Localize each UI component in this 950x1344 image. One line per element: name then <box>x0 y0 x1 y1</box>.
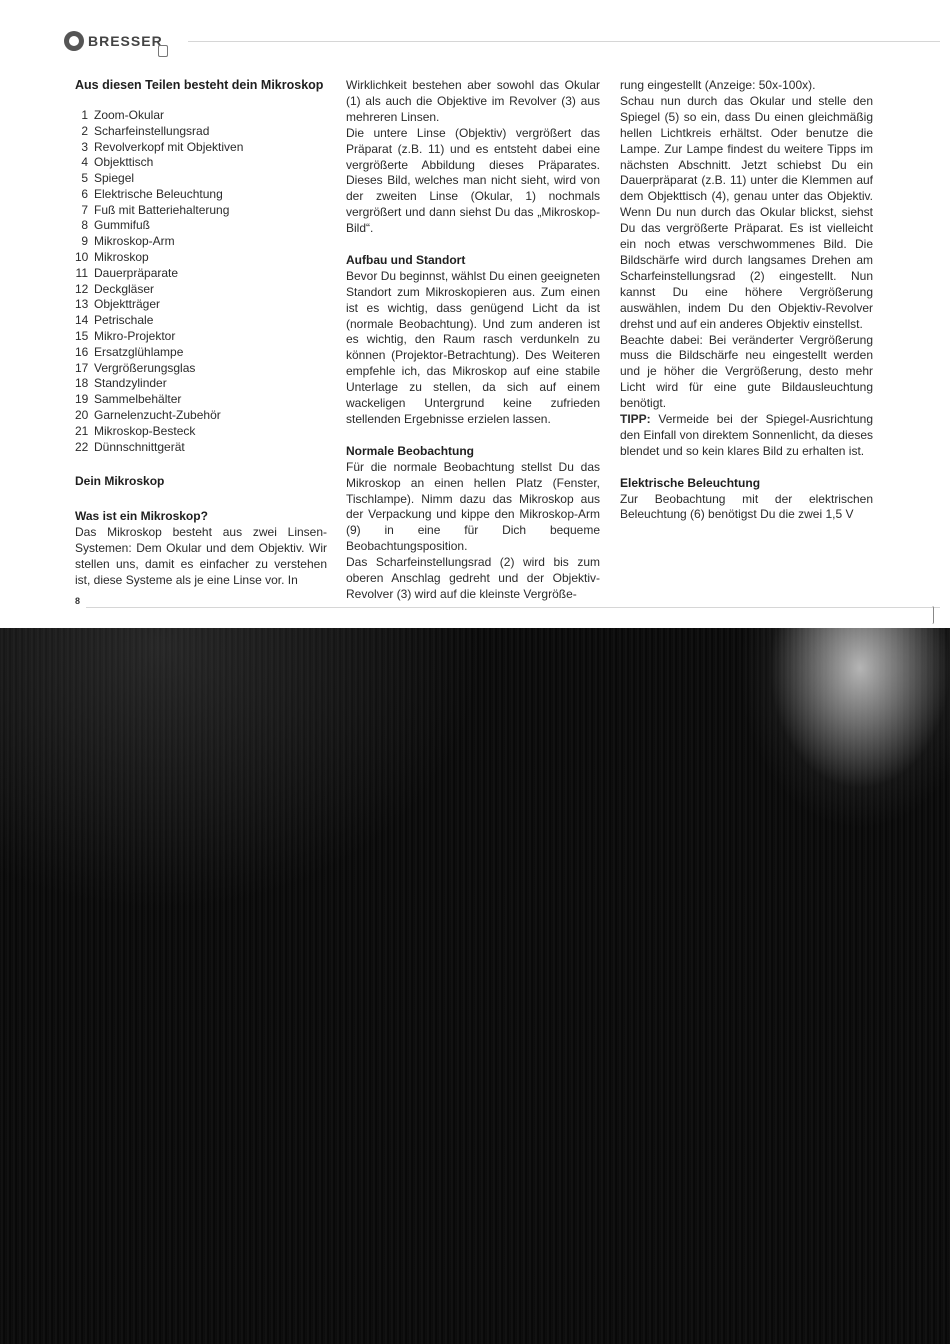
parts-list-item <box>75 313 327 329</box>
parts-list-item <box>75 124 327 140</box>
paragraph-objective: Die untere Linse (Objektiv) vergrößert das Präparat (z.B. 11) und es entsteht dabei eine vergrößerte Abbildung dieses Präparates. Dieses Bild, welches man nicht sieht, wird von der zweiten Linse (Okular, 1) nochmals vergrößert und dann siehst Du das „Mikroskop-Bild“. <box>346 125 600 236</box>
heading-normal: Normale Beobachtung <box>346 443 475 458</box>
parts-list-item <box>75 250 327 266</box>
parts-list-item <box>75 108 327 124</box>
footer-divider <box>86 607 940 608</box>
parts-item-label: Mikroskop-Besteck <box>94 423 196 438</box>
parts-item-label: Spiegel <box>94 171 135 186</box>
parts-item-label: Revolverkopf mit Objektiven <box>94 139 244 154</box>
parts-list-item <box>75 282 327 298</box>
parts-item-label: Mikro-Projektor <box>94 329 176 344</box>
page-edge-mark <box>932 606 934 624</box>
parts-list-item <box>75 424 327 440</box>
parts-item-label: Scharfeinstellungsrad <box>94 123 210 138</box>
parts-item-number: 5 <box>81 171 88 186</box>
parts-item-number: 20 <box>75 408 89 423</box>
parts-item-label: Petrischale <box>94 313 154 328</box>
parts-list-item <box>75 440 327 456</box>
subheading-what-is: Was ist ein Mikroskop? <box>75 509 208 524</box>
parts-item-number: 17 <box>75 360 89 375</box>
heading-elektrisch: Elektrische Beleuchtung <box>620 475 761 490</box>
parts-item-label: Garnelenzucht-Zubehör <box>94 408 221 423</box>
parts-item-number: 13 <box>75 297 89 312</box>
parts-item-label: Dauerpräparate <box>94 265 179 280</box>
parts-item-number: 19 <box>75 392 89 407</box>
heading-aufbau: Aufbau und Standort <box>346 252 466 267</box>
header-divider <box>188 41 940 42</box>
parts-list-item <box>75 266 327 282</box>
page-number: 8 <box>75 596 81 606</box>
paragraph-aufbau: Bevor Du beginnst, wählst Du einen geeigneten Standort zum Mikroskopieren aus. Zum einen ist es wichtig, dass genügend Licht da ist (normale Beobachtung). Und zum anderen ist es wichtig, den Raum rasch verdunkeln zu können (Projektor-Betrachtung). Des Weiteren empfehle ich, das Mikroskop auf eine stabile Unterlage zu stellen, da sich auf einem wackeligen Untergrund keine zufrieden stellenden Ergebnisse erzielen lassen. <box>346 268 600 427</box>
parts-list-item <box>75 140 327 156</box>
intro-paragraph: Das Mikroskop besteht aus zwei Linsen-Systemen: Dem Okular und dem Objektiv. Wir stellen uns, damit es einfacher zu verstehen ist, diese Systeme als je eine Linse vor. In <box>75 525 327 587</box>
parts-list-item <box>75 376 327 392</box>
column-3 <box>620 78 873 523</box>
parts-item-number: 18 <box>75 376 89 391</box>
parts-item-number: 22 <box>75 439 89 454</box>
parts-item-number: 4 <box>81 155 88 170</box>
parts-item-number: 7 <box>81 202 88 217</box>
parts-item-label: Mikroskop <box>94 250 149 265</box>
parts-item-number: 14 <box>75 313 89 328</box>
parts-list <box>75 108 327 456</box>
parts-item-label: Fuß mit Batteriehalterung <box>94 202 230 217</box>
parts-list-item <box>75 408 327 424</box>
logo-crest-icon <box>158 45 168 57</box>
manual-page <box>0 0 950 628</box>
parts-list-item <box>75 203 327 219</box>
parts-item-label: Vergrößerungsglas <box>94 360 196 375</box>
brand-name: BRESSER <box>88 33 163 49</box>
parts-item-number: 2 <box>81 123 88 138</box>
parts-item-number: 3 <box>81 139 88 154</box>
parts-list-item <box>75 155 327 171</box>
parts-list-item <box>75 297 327 313</box>
parts-list-item <box>75 345 327 361</box>
tipp-label: TIPP: <box>620 412 651 427</box>
column-1 <box>75 78 327 589</box>
parts-item-label: Dünnschnittgerät <box>94 439 185 454</box>
parts-item-label: Elektrische Beleuchtung <box>94 186 223 201</box>
parts-list-item <box>75 392 327 408</box>
parts-item-number: 12 <box>75 281 89 296</box>
parts-item-number: 21 <box>75 423 89 438</box>
parts-item-number: 8 <box>81 218 88 233</box>
parts-list-item <box>75 171 327 187</box>
parts-list-item <box>75 234 327 250</box>
paragraph-tipp <box>620 412 873 460</box>
parts-item-label: Deckgläser <box>94 281 155 296</box>
parts-item-label: Objektträger <box>94 297 161 312</box>
paragraph-setting: rung eingestellt (Anzeige: 50x-100x). <box>620 78 816 92</box>
paragraph-normal-1: Für die normale Beobachtung stellst Du das Mikroskop an einen hellen Platz (Fenster, Tischlampe). Nimm dazu das Mikroskop aus der Verpackung und kippe den Mikroskop-Arm (9) in eine für Dich bequeme Beobachtungsposition. <box>346 459 600 554</box>
parts-item-label: Gummifuß <box>94 218 151 233</box>
bresser-logo <box>64 27 184 57</box>
logo-circle-icon <box>64 31 84 51</box>
parts-item-number: 16 <box>75 344 89 359</box>
parts-item-number: 10 <box>75 250 89 265</box>
column-2 <box>346 78 600 603</box>
parts-item-label: Mikroskop-Arm <box>94 234 175 249</box>
parts-item-number: 1 <box>81 107 88 122</box>
tipp-text: Vermeide bei der Spiegel-Ausrichtung den Einfall von direktem Sonnenlicht, da dieses blendet und so kein klares Bild zu erhalten ist. <box>620 412 873 458</box>
parts-item-label: Ersatzglühlampe <box>94 344 184 359</box>
paragraph-elektrisch: Zur Beobachtung mit der elektrischen Beleuchtung (6) benötigst Du die zwei 1,5 V <box>620 491 873 522</box>
paragraph-lenses: Wirklichkeit bestehen aber sowohl das Okular (1) als auch die Objektive im Revolver (3) aus mehreren Linsen. <box>346 78 600 124</box>
paragraph-mirror: Schau nun durch das Okular und stelle den Spiegel (5) so ein, dass Du einen gleichmäßig hellen Lichtkreis erhältst. Oder benutze die Lampe. Zur Lampe findest du weitere Tipps im nächsten Abschnitt. Jetzt schiebst Du ein Dauerpräparat (z.B. 11) unter die Klemmen auf dem Objekttisch (4), genau unter das Objektiv. Wenn Du nun durch das Okular blickst, siehst Du das vergrößerte Präparat. Es ist vielleicht ein noch etwas verschwommenes Bild. Die Bildschärfe wird durch langsames Drehen am Scharfeinstellungsrad (2) eingestellt. Nun kannst Du eine höhere Vergrößerung auswählen, indem Du den Objektiv-Revolver drehst und auf ein anderes Objektiv einstellst. <box>620 93 873 331</box>
parts-list-item <box>75 218 327 234</box>
parts-item-number: 15 <box>75 329 89 344</box>
parts-item-label: Objekttisch <box>94 155 154 170</box>
parts-item-number: 9 <box>81 234 88 249</box>
section-title: Dein Mikroskop <box>75 474 165 489</box>
dark-scan-background <box>0 628 950 1344</box>
parts-list-item <box>75 361 327 377</box>
parts-item-label: Sammelbehälter <box>94 392 182 407</box>
parts-title: Aus diesen Teilen besteht dein Mikroskop <box>75 78 324 92</box>
paragraph-normal-2: Das Scharfeinstellungsrad (2) wird bis zum oberen Anschlag gedreht und der Objektiv-Revolver (3) wird auf die kleinste Vergröße- <box>346 555 600 601</box>
parts-list-item <box>75 329 327 345</box>
parts-item-label: Zoom-Okular <box>94 107 165 122</box>
paragraph-note: Beachte dabei: Bei veränderter Vergrößerung muss die Bildschärfe neu eingestellt werden und je höher die Vergrößerung, desto mehr Licht wird für eine gute Bildausleuchtung benötigt. <box>620 332 873 411</box>
parts-item-number: 6 <box>81 186 88 201</box>
parts-item-number: 11 <box>75 265 88 280</box>
parts-list-item <box>75 187 327 203</box>
parts-item-label: Standzylinder <box>94 376 167 391</box>
